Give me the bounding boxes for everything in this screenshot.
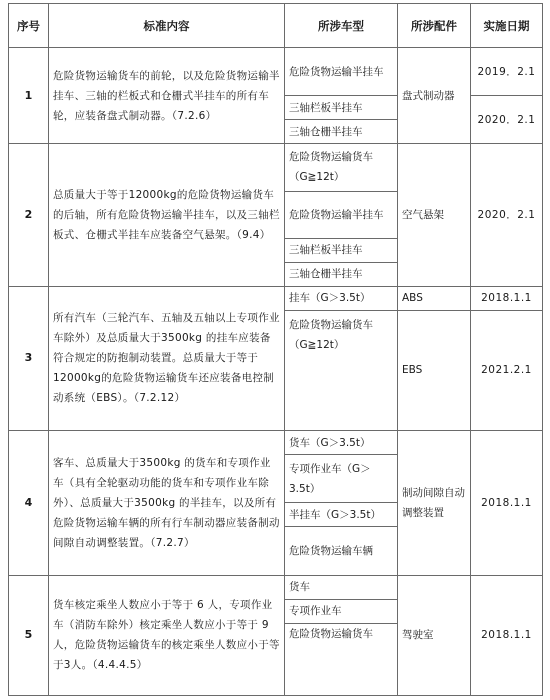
vehicle-cell: 危险货物运输半挂车: [285, 191, 398, 238]
standard-content: 客车、总质量大于3500kg 的货车和专项作业车（具有全轮驱动功能的货车和专项作业车除外）、总质量大于3500kg 的半挂车，以及所有危险货物运输车辆的所有行车制动器应装备制动间隙自动调整装置。（7.2.7）: [49, 431, 285, 575]
vehicle-cell: 专项作业车（G＞3.5t）: [285, 455, 398, 503]
header-date: 实施日期: [471, 4, 543, 48]
vehicle-cell: 危险货物运输货车: [285, 623, 398, 695]
header-content: 标准内容: [49, 4, 285, 48]
standard-content: 所有汽车（三轮汽车、五轴及五轴以上专项作业车除外）及总质量大于3500kg 的挂车应装备符合规定的防抱制动装置。总质量大于等于12000kg的危险货物运输货车还应装备电控制动系统（EBS）。（7.2.12）: [49, 286, 285, 430]
vehicle-cell: 危险货物运输半挂车: [285, 48, 398, 96]
date-cell: 2019．2.1: [471, 48, 543, 96]
header-no: 序号: [9, 4, 49, 48]
vehicle-cell: 三轴仓栅半挂车: [285, 262, 398, 286]
header-part: 所涉配件: [398, 4, 471, 48]
date-cell: 2018.1.1: [471, 575, 543, 695]
row-number: 1: [9, 48, 49, 144]
part-cell: 盘式制动器: [398, 48, 471, 144]
part-cell: ABS: [398, 286, 471, 310]
vehicle-cell: 三轴仓栅半挂车: [285, 120, 398, 144]
date-cell: 2020．2.1: [471, 144, 543, 286]
row-number: 4: [9, 431, 49, 575]
vehicle-cell: 危险货物运输货车（G≧12t）: [285, 144, 398, 191]
date-cell: 2018.1.1: [471, 431, 543, 575]
vehicle-cell: 挂车（G＞3.5t）: [285, 286, 398, 310]
vehicle-cell: 专项作业车: [285, 599, 398, 623]
date-cell: 2018.1.1: [471, 286, 543, 310]
row-number: 5: [9, 575, 49, 695]
table-row: [9, 48, 543, 96]
standard-content: 总质量大于等于12000kg的危险货物运输货车的后轴，所有危险货物运输半挂车，以及三轴栏板式、仓栅式半挂车应装备空气悬架。（9.4）: [49, 144, 285, 286]
standards-table: [8, 3, 543, 696]
part-cell: 空气悬架: [398, 144, 471, 286]
table-row: [9, 575, 543, 599]
vehicle-cell: 货车: [285, 575, 398, 599]
standard-content: 危险货物运输货车的前轮，以及危险货物运输半挂车、三轴的栏板式和仓栅式半挂车的所有车轮，应装备盘式制动器。（7.2.6）: [49, 48, 285, 144]
date-cell: 2020．2.1: [471, 96, 543, 144]
table-row: [9, 286, 543, 310]
header-vehicle: 所涉车型: [285, 4, 398, 48]
vehicle-cell: 三轴栏板半挂车: [285, 238, 398, 262]
vehicle-cell: 货车（G＞3.5t）: [285, 431, 398, 455]
part-cell: EBS: [398, 310, 471, 430]
part-cell: 制动间隙自动调整装置: [398, 431, 471, 575]
date-cell: 2021.2.1: [471, 310, 543, 430]
vehicle-cell: 危险货物运输车辆: [285, 527, 398, 575]
row-number: 2: [9, 144, 49, 286]
table-row: [9, 431, 543, 455]
standard-content: 货车核定乘坐人数应小于等于 6 人，专项作业车（消防车除外）核定乘坐人数应小于等于 9人，危险货物运输货车的核定乘坐人数应小于等于3人。（4.4.4.5）: [49, 575, 285, 695]
table-row: [9, 144, 543, 191]
vehicle-cell: 半挂车（G＞3.5t）: [285, 503, 398, 527]
vehicle-cell: 危险货物运输货车（G≧12t）: [285, 310, 398, 430]
table-header-row: [9, 4, 543, 48]
part-cell: 驾驶室: [398, 575, 471, 695]
row-number: 3: [9, 286, 49, 430]
vehicle-cell: 三轴栏板半挂车: [285, 96, 398, 120]
